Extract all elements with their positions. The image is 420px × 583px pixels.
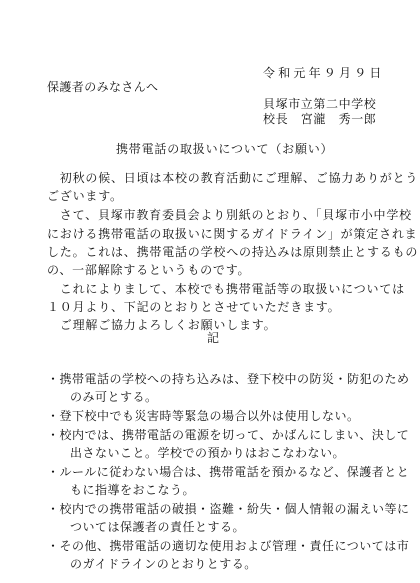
body-line: における携帯電話の取扱いに関するガイドライン」が策定されま (47, 227, 418, 241)
body-line: の、一部解除するというものです。 (47, 263, 251, 277)
body-line: これによりまして、本校でも携帯電話等の取扱いについては (47, 282, 405, 296)
body-line: ございます。 (47, 189, 123, 203)
list-item-continuation: のガイドラインのとおりとする。 (70, 557, 257, 571)
document-title: 携帯電話の取扱いについて（お願い） (116, 142, 334, 156)
list-item-continuation: のみ可とする。 (70, 390, 158, 404)
list-item-continuation: もに指導をおこなう。 (70, 483, 196, 497)
list-item: ・登下校中でも災害時等緊急の場合以外は使用しない。 (47, 409, 360, 423)
body-line: さて、貝塚市教育委員会より別紙のとおり、「貝塚市小中学校 (47, 208, 412, 222)
principal-name: 校長 宮瀧 秀一郎 (263, 112, 377, 126)
school-name: 貝塚市立第二中学校 (263, 97, 377, 111)
list-item-continuation: ついては保護者の責任とする。 (70, 520, 246, 534)
body-line: １０月より、下記のとおりとさせていただきます。 (47, 300, 341, 314)
body-line: 初秋の候、日頃は本校の教育活動にご理解、ご協力ありがとう (47, 171, 419, 185)
list-item: ・校内での携帯電話の破損・盗難・紛失・個人情報の漏えい等に (47, 502, 410, 516)
list-item-continuation: 出さないこと。学校での預かりはおこなわない。 (70, 446, 346, 460)
ki-heading: 記 (207, 331, 220, 345)
list-item: ・携帯電話の学校への持ち込みは、登下校中の防災・防犯のため (47, 372, 410, 386)
list-item: ・校内では、携帯電話の電源を切って、かばんにしまい、決して (47, 428, 410, 442)
body-line: した。これは、携帯電話の学校への持込みは原則禁止とするもの (47, 245, 419, 259)
document-date: 令和元年９月９日 (263, 66, 385, 80)
addressee: 保護者のみなさんへ (47, 80, 159, 94)
list-item: ・その他、携帯電話の適切な使用および管理・責任については市 (47, 539, 410, 553)
body-line: ご理解ご協力よろしくお願いします。 (47, 318, 277, 332)
list-item: ・ルールに従わない場合は、携帯電話を預かるなど、保護者とと (47, 465, 410, 479)
